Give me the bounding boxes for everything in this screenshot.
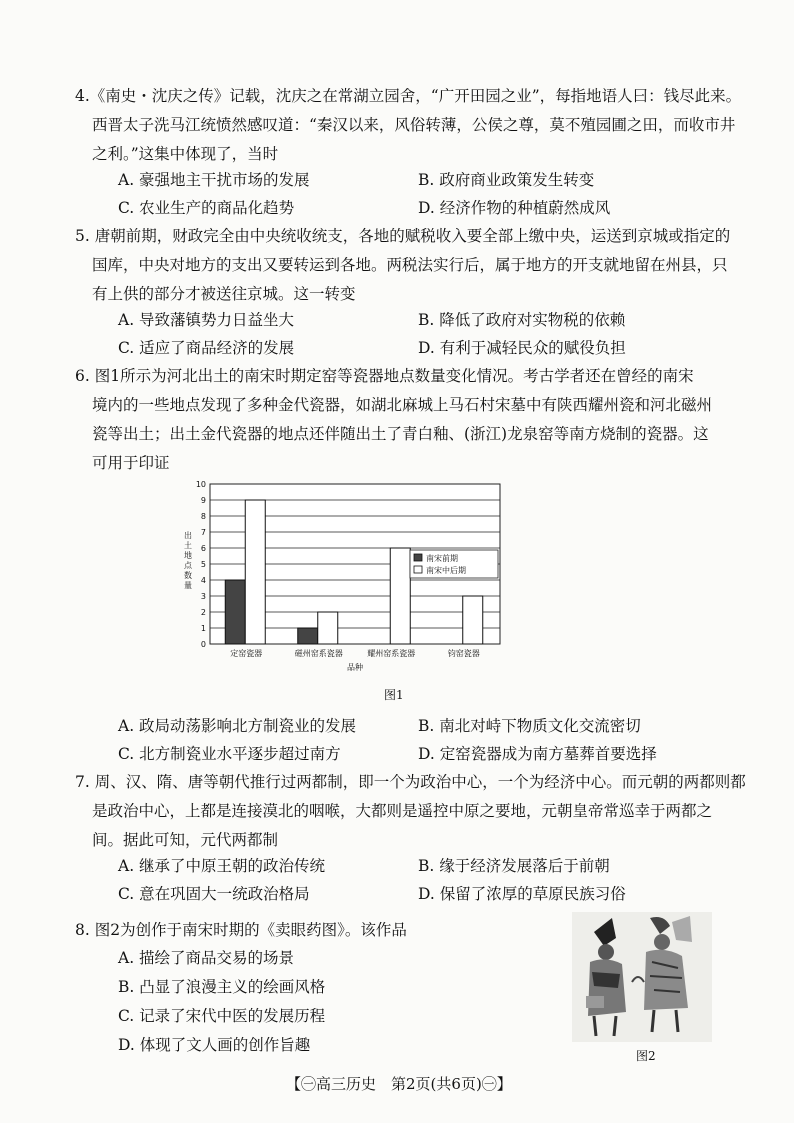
q7-stem-line-1: 7. 周、汉、隋、唐等朝代推行过两都制，即一个为政治中心，一个为经济中心。而元朝的两都则都 [75, 773, 746, 791]
y-tick-label: 1 [200, 624, 206, 633]
legend-swatch [414, 566, 422, 573]
q4-option-c: C. 农业生产的商品化趋势 [118, 199, 295, 217]
x-tick-label: 定窑瓷器 [230, 649, 263, 658]
y-axis-label-char: 地 [184, 551, 192, 560]
q4-stem-line-2: 西晋太子洗马江统愤然感叹道：“秦汉以来，风俗转薄，公侯之尊，莫不殖园圃之田，而收市井 [92, 116, 736, 134]
y-axis-label-char: 量 [184, 581, 192, 590]
q6-stem-line-2: 境内的一些地点发现了多种金代瓷器，如湖北麻城上马石村宋墓中有陕西耀州瓷和河北磁州 [92, 396, 713, 414]
q5-option-c: C. 适应了商品经济的发展 [118, 339, 295, 357]
y-tick-label: 5 [200, 560, 206, 569]
bar-early [225, 580, 245, 644]
q7-option-a: A. 继承了中原王朝的政治传统 [118, 857, 326, 875]
y-axis-label-char: 数 [184, 571, 192, 580]
q5-option-d: D. 有利于减轻民众的赋役负担 [418, 339, 626, 357]
q4-stem-line-3: 之利。”这集中体现了，当时 [92, 145, 279, 163]
bar-chart-svg [180, 478, 520, 678]
q6-stem-line-1: 6. 图1所示为河北出土的南宋时期定窑等瓷器地点数量变化情况。考古学者还在曾经的南宋 [75, 367, 694, 385]
q5-stem-line-2: 国库，中央对地方的支出又要转运到各地。两税法实行后，属于地方的开支就地留在州县，只 [92, 256, 728, 274]
bar-late [463, 596, 483, 644]
legend-label: 南宋中后期 [426, 566, 466, 575]
y-axis-label-char: 点 [184, 561, 192, 570]
y-tick-label: 4 [200, 576, 206, 585]
q6-option-d: D. 定窑瓷器成为南方墓葬首要选择 [418, 745, 657, 763]
q8-option-c: C. 记录了宋代中医的发展历程 [118, 1007, 326, 1025]
q5-stem-line-3: 有上供的部分才被送往京城。这一转变 [92, 285, 356, 303]
y-tick-label: 2 [200, 608, 206, 617]
bar-late [318, 612, 338, 644]
q7-stem-line-3: 间。据此可知，元代两都制 [92, 831, 279, 849]
y-axis-label-char: 土 [184, 541, 192, 550]
q8-stem-line-1: 8. 图2为创作于南宋时期的《卖眼药图》。该作品 [75, 921, 407, 939]
y-tick-label: 7 [200, 528, 206, 537]
page-footer: 【㊀高三历史 第2页(共6页)㊀】 [286, 1075, 512, 1093]
y-axis-label-char: 出 [184, 531, 192, 540]
q4-option-b: B. 政府商业政策发生转变 [418, 171, 595, 189]
figure-1-caption: 图1 [384, 688, 404, 702]
q8-option-d: D. 体现了文人画的创作旨趣 [118, 1036, 311, 1054]
x-axis-label: 品种 [347, 663, 363, 672]
q5-stem-line-1: 5. 唐朝前期，财政完全由中央统收统支，各地的赋税收入要全部上缴中央，运送到京城或指定的 [75, 227, 731, 245]
q5-option-a: A. 导致藩镇势力日益坐大 [118, 311, 295, 329]
y-tick-label: 3 [200, 592, 206, 601]
q6-option-a: A. 政局动荡影响北方制瓷业的发展 [118, 717, 357, 735]
q7-stem-line-2: 是政治中心，上都是连接漠北的咽喉，大都则是遥控中原之要地，元朝皇帝常巡幸于两都之 [92, 802, 713, 820]
q4-option-d: D. 经济作物的种植蔚然成风 [418, 199, 611, 217]
q8-option-b: B. 凸显了浪漫主义的绘画风格 [118, 978, 326, 996]
legend-swatch [414, 554, 422, 561]
y-tick-label: 10 [195, 480, 206, 489]
figure-1-chart [180, 478, 520, 678]
x-tick-label: 磁州窑系瓷器 [294, 649, 343, 658]
x-tick-label: 钧窑瓷器 [447, 649, 480, 658]
q7-option-c: C. 意在巩固大一统政治格局 [118, 885, 310, 903]
q4-option-a: A. 豪强地主干扰市场的发展 [118, 171, 310, 189]
q7-option-b: B. 缘于经济发展落后于前朝 [418, 857, 610, 875]
y-tick-label: 0 [200, 640, 206, 649]
q6-stem-line-3: 瓷等出土；出土金代瓷器的地点还伴随出土了青白釉、(浙江)龙泉窑等南方烧制的瓷器。这 [92, 425, 709, 443]
bar-late [390, 548, 410, 644]
y-tick-label: 6 [200, 544, 206, 553]
q5-option-b: B. 降低了政府对实物税的依赖 [418, 311, 626, 329]
y-tick-label: 8 [200, 512, 206, 521]
bar-early [298, 628, 318, 644]
q7-option-d: D. 保留了浓厚的草原民族习俗 [418, 885, 626, 903]
q8-option-a: A. 描绘了商品交易的场景 [118, 949, 295, 967]
figure-2-caption: 图2 [636, 1049, 656, 1063]
q6-stem-line-4: 可用于印证 [92, 454, 170, 472]
legend-label: 南宋前期 [426, 554, 458, 563]
y-tick-label: 9 [200, 496, 206, 505]
q4-stem-line-1: 4.《南史・沈庆之传》记载，沈庆之在常湖立园舍，“广开田园之业”，每指地语人曰：钱尽此来。 [75, 87, 742, 105]
bar-late [245, 500, 265, 644]
figure-2-painting [572, 912, 712, 1042]
q6-option-c: C. 北方制瓷业水平逐步超过南方 [118, 745, 341, 763]
x-tick-label: 耀州窑系瓷器 [367, 649, 416, 658]
q6-option-b: B. 南北对峙下物质文化交流密切 [418, 717, 641, 735]
